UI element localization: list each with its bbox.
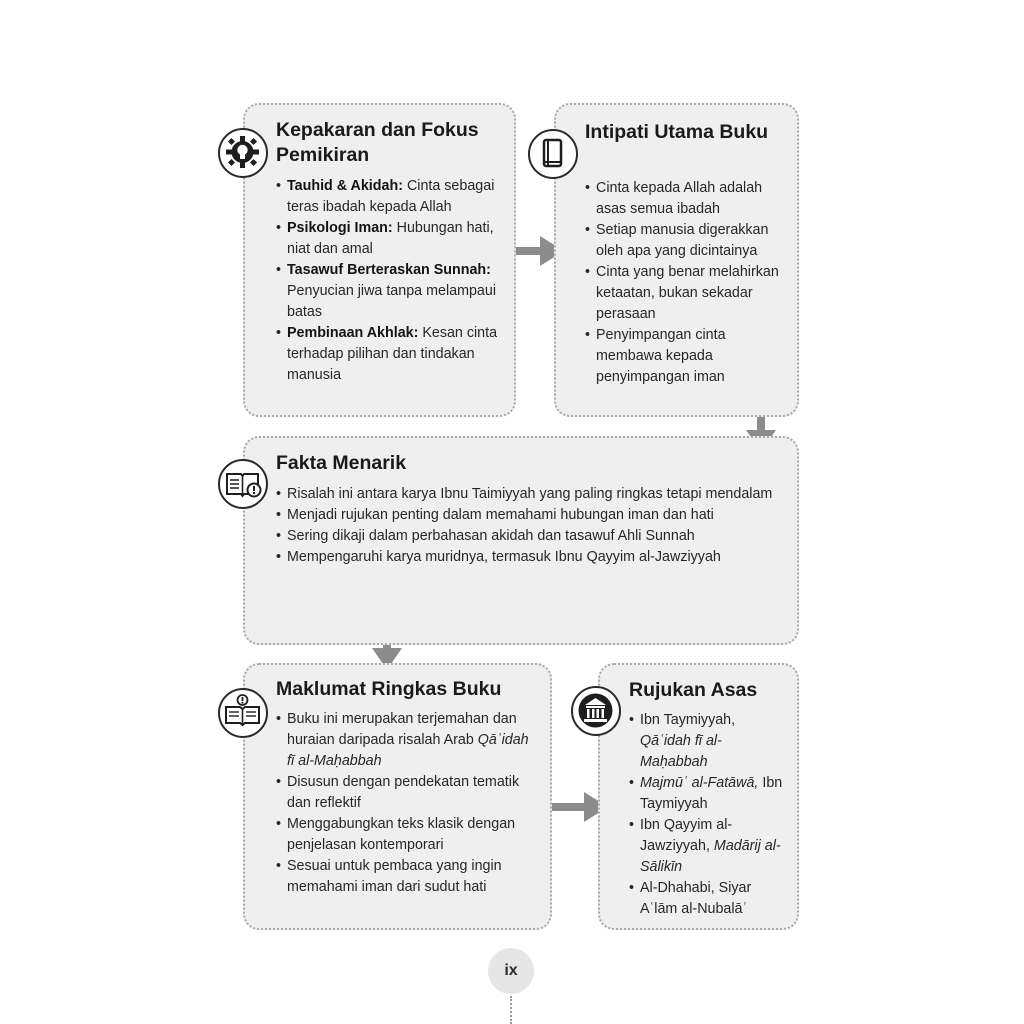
list-item: • Mempengaruhi karya muridnya, termasuk Ibnu Qayyim al-Jawziyyah bbox=[276, 547, 786, 568]
expertise-list bbox=[276, 176, 512, 386]
list-item: • Ibn Qayyim al-Jawziyyah, Madārij al-Sālikīn bbox=[629, 815, 787, 878]
page-divider-line bbox=[510, 996, 512, 1024]
list-item: • Psikologi Iman: Hubungan hati, niat dan amal bbox=[276, 218, 512, 260]
facts-list bbox=[276, 484, 786, 568]
summary-title: Maklumat Ringkas Buku bbox=[276, 678, 502, 700]
lightbulb-gear-icon bbox=[218, 128, 268, 178]
list-item: • Risalah ini antara karya Ibnu Taimiyyah yang paling ringkas tetapi mendalam bbox=[276, 484, 786, 505]
list-item: • Al-Dhahabi, Siyar Aʿlām al-Nubalāʾ bbox=[629, 878, 787, 920]
list-item: • Tasawuf Berteraskan Sunnah: Penyucian jiwa tanpa melampaui batas bbox=[276, 260, 512, 323]
core-list bbox=[585, 178, 795, 388]
list-item: • Cinta yang benar melahirkan ketaatan, bukan sekadar perasaan bbox=[585, 262, 795, 325]
list-item: • Disusun dengan pendekatan tematik dan reflektif bbox=[276, 772, 538, 814]
references-title: Rujukan Asas bbox=[629, 679, 758, 701]
list-item: • Buku ini merupakan terjemahan dan huraian daripada risalah Arab Qāʿidah fī al-Maḥabbah bbox=[276, 709, 538, 772]
references-list bbox=[629, 710, 787, 920]
list-item: • Setiap manusia digerakkan oleh apa yang dicintainya bbox=[585, 220, 795, 262]
expertise-title: Kepakaran dan Fokus Pemikiran bbox=[276, 119, 479, 166]
list-item: • Cinta kepada Allah adalah asas semua ibadah bbox=[585, 178, 795, 220]
list-item: • Sesuai untuk pembaca yang ingin memahami iman dari sudut hati bbox=[276, 856, 538, 898]
library-building-icon bbox=[571, 686, 621, 736]
summary-list bbox=[276, 709, 538, 898]
core-title: Intipati Utama Buku bbox=[585, 121, 769, 143]
list-item: • Menjadi rujukan penting dalam memahami hubungan iman dan hati bbox=[276, 505, 786, 526]
facts-title: Fakta Menarik bbox=[276, 452, 407, 474]
list-item: • Tauhid & Akidah: Cinta sebagai teras ibadah kepada Allah bbox=[276, 176, 512, 218]
list-item: • Sering dikaji dalam perbahasan akidah dan tasawuf Ahli Sunnah bbox=[276, 526, 786, 547]
list-item: • Pembinaan Akhlak: Kesan cinta terhadap pilihan dan tindakan manusia bbox=[276, 323, 512, 386]
page-number: ix bbox=[488, 948, 534, 994]
open-book-info-icon bbox=[218, 688, 268, 738]
open-book-info-icon bbox=[218, 459, 268, 509]
list-item: • Menggabungkan teks klasik dengan penjelasan kontemporari bbox=[276, 814, 538, 856]
book-icon bbox=[528, 129, 578, 179]
list-item: • Ibn Taymiyyah, Qāʿidah fī al-Maḥabbah bbox=[629, 710, 787, 773]
list-item: • Penyimpangan cinta membawa kepada penyimpangan iman bbox=[585, 325, 795, 388]
list-item: • Majmūʿ al-Fatāwā, Ibn Taymiyyah bbox=[629, 773, 787, 815]
